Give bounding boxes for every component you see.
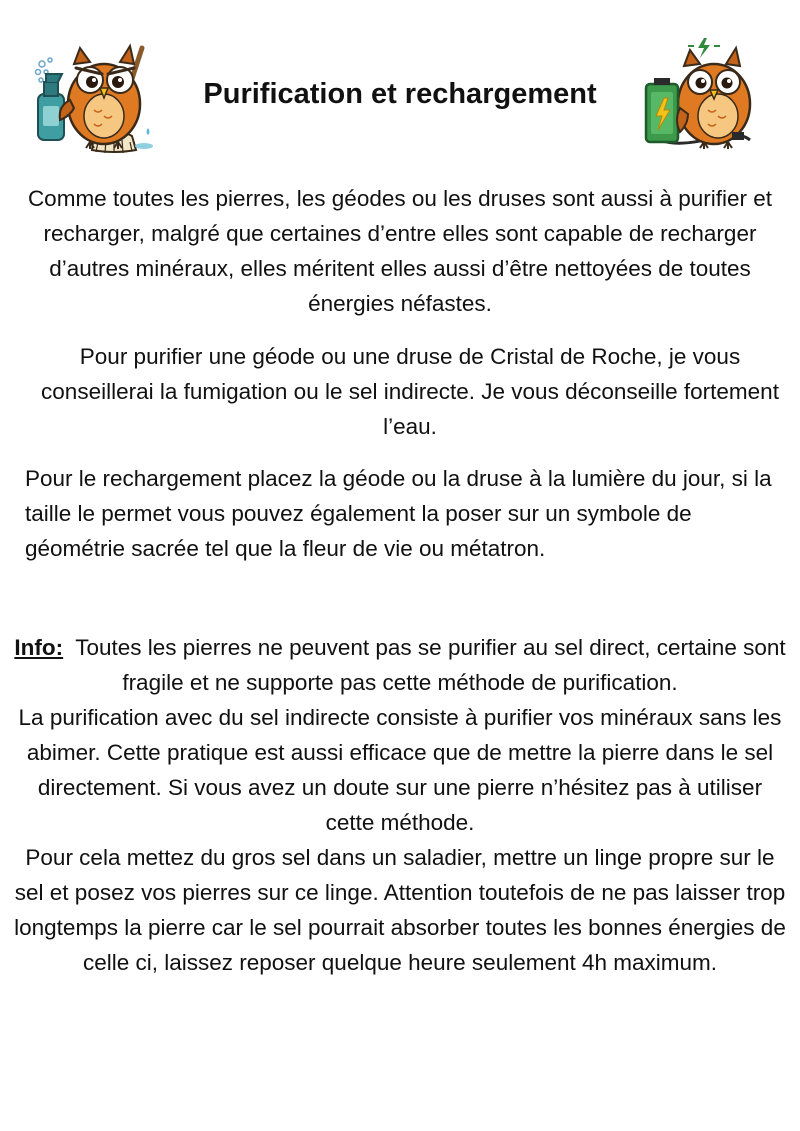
paragraph-intro: Comme toutes les pierres, les géodes ou les druses sont aussi à purifier et recharger, malgré que certaines d’entre elles sont capable de recharger d’autres minéraux, elles méritent elles aussi d’être nettoyées de toutes énergies néfastes. xyxy=(27,186,773,316)
owl-charging-battery-icon xyxy=(640,36,765,154)
info-line-3: Pour cela mettez du gros sel dans un saladier, mettre un linge propre sur le sel et posez vos pierres sur ce linge. Attention toutefois de ne pas laisser trop longtemps la pierre car le sel pourrait absorber toutes les bonnes énergies de celle ci, laissez reposer quelque heure seulement 4h maximum. xyxy=(14,845,786,975)
info-block xyxy=(12,630,788,980)
page-title: Purification et rechargement xyxy=(203,78,597,110)
paragraph-purification: Pour purifier une géode ou une druse de Cristal de Roche, je vous conseillerai la fumigation ou le sel indirecte. Je vous déconseille fortement l’eau. xyxy=(41,344,779,439)
info-line-2: La purification avec du sel indirecte consiste à purifier vos minéraux sans les abimer. Cette pratique est aussi efficace que de mettre la pierre dans le sel directement. Si vous avez un doute sur une pierre n’hésitez pas à utiliser cette méthode. xyxy=(18,705,782,835)
owl-cleaning-icon xyxy=(32,42,157,157)
info-text-1: Toutes les pierres ne peuvent pas se purifier au sel direct, certaine sont fragile et ne supporte pas cette méthode de purification. xyxy=(75,635,786,695)
info-line-1 xyxy=(12,630,788,700)
info-label: Info: xyxy=(14,635,64,660)
paragraph-recharge: Pour le rechargement placez la géode ou la druse à la lumière du jour, si la taille le permet vous pouvez également la poser sur un symbole de géométrie sacrée tel que la fleur de vie ou métatron. xyxy=(25,466,772,561)
